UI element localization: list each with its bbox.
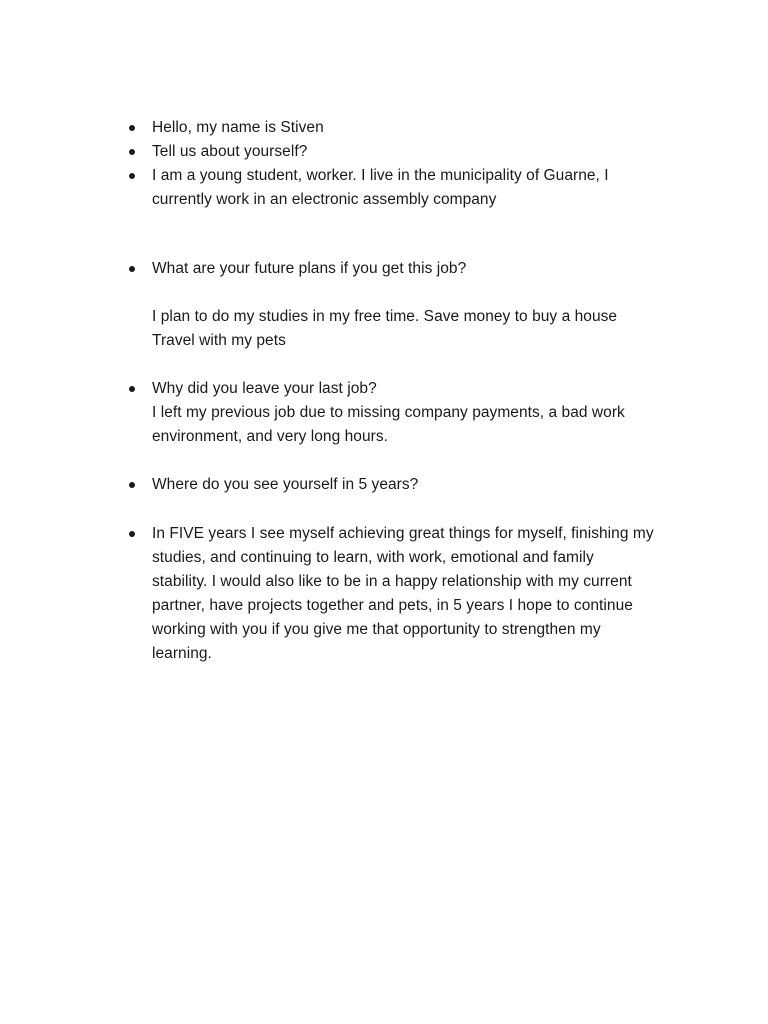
- bullet-icon: [129, 149, 135, 155]
- text-line: What are your future plans if you get this job?: [152, 260, 467, 277]
- text-line: currently work in an electronic assembly company: [152, 191, 497, 208]
- bullet-icon: [129, 482, 135, 488]
- text-line: partner, have projects together and pets, in 5 years I hope to continue: [152, 597, 633, 614]
- text-line: I am a young student, worker. I live in the municipality of Guarne, I: [152, 167, 609, 184]
- bullet-icon: [129, 173, 135, 179]
- text-line: studies, and continuing to learn, with work, emotional and family: [152, 549, 594, 566]
- text-line: stability. I would also like to be in a happy relationship with my current: [152, 573, 632, 590]
- text-line: I plan to do my studies in my free time. Save money to buy a house: [152, 308, 618, 325]
- bullet-icon: [129, 386, 135, 392]
- bullet-icon: [129, 531, 135, 537]
- bullet-icon: [129, 125, 135, 131]
- text-line: In FIVE years I see myself achieving great things for myself, finishing my: [152, 525, 654, 542]
- text-line: Hello, my name is Stiven: [152, 119, 324, 136]
- text-line: Tell us about yourself?: [152, 143, 308, 160]
- text-line: learning.: [152, 645, 212, 662]
- text-line: I left my previous job due to missing company payments, a bad work: [152, 404, 625, 421]
- text-line: environment, and very long hours.: [152, 428, 389, 445]
- bullet-icon: [129, 266, 135, 272]
- text-line: working with you if you give me that opportunity to strengthen my: [152, 621, 601, 638]
- text-line: Where do you see yourself in 5 years?: [152, 476, 419, 493]
- text-line: Why did you leave your last job?: [152, 380, 377, 397]
- text-line: Travel with my pets: [152, 332, 286, 349]
